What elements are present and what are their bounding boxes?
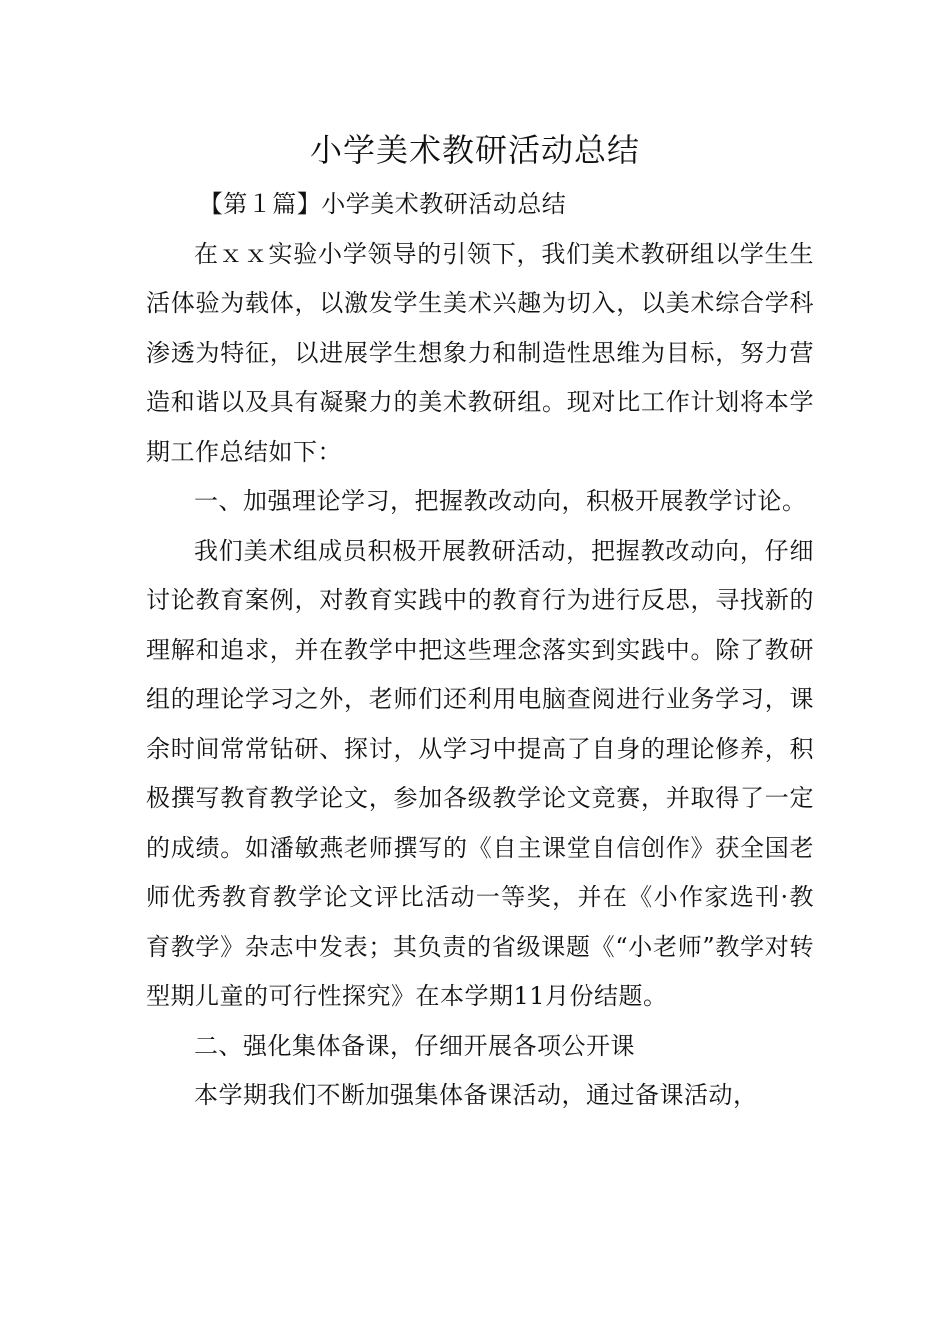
document-title: 小学美术教研活动总结 xyxy=(309,131,640,169)
section-1-paragraph: 我们美术组成员积极开展教研活动，把握教改动向，仔细讨论教育案例，对教育实践中的教育行为进行反思，寻找新的理解和追求，并在教学中把这些理念落实到实践中。除了教研组的理论学习之外，老师们还利用电脑查阅进行业务学习，课余时间常常钻研、探讨，从学习中提高了自身的理论修养，积极撰写教育教学论文，参加各级教学论文竞赛，并取得了一定的成绩。如潘敏燕老师撰写的《自主课堂自信创作》获全国老师优秀教育教学论文评比活动一等奖，并在《小作家选刊·教育教学》杂志中发表；其负责的省级课题《“小老师”教学对转型期儿童的可行性探究》在本学期11月份结题。 xyxy=(146,536,814,1010)
section-2-paragraph: 本学期我们不断加强集体备课活动，通过备课活动， xyxy=(194,1081,758,1109)
intro-paragraph: 在ｘｘ实验小学领导的引领下，我们美术教研组以学生生活体验为载体，以激发学生美术兴趣为切入，以美术综合学科渗透为特征，以进展学生想象力和制造性思维为目标，努力营造和谐以及具有凝聚力的美术教研组。现对比工作计划将本学期工作总结如下： xyxy=(146,239,814,466)
document-body xyxy=(146,180,814,1121)
article-heading: 【第１篇】小学美术教研活动总结 xyxy=(198,190,567,218)
section-heading-1: 一、加强理论学习，把握教改动向，积极开展教学讨论。 xyxy=(194,487,807,515)
section-heading-2: 二、强化集体备课，仔细开展各项公开课 xyxy=(194,1031,635,1060)
